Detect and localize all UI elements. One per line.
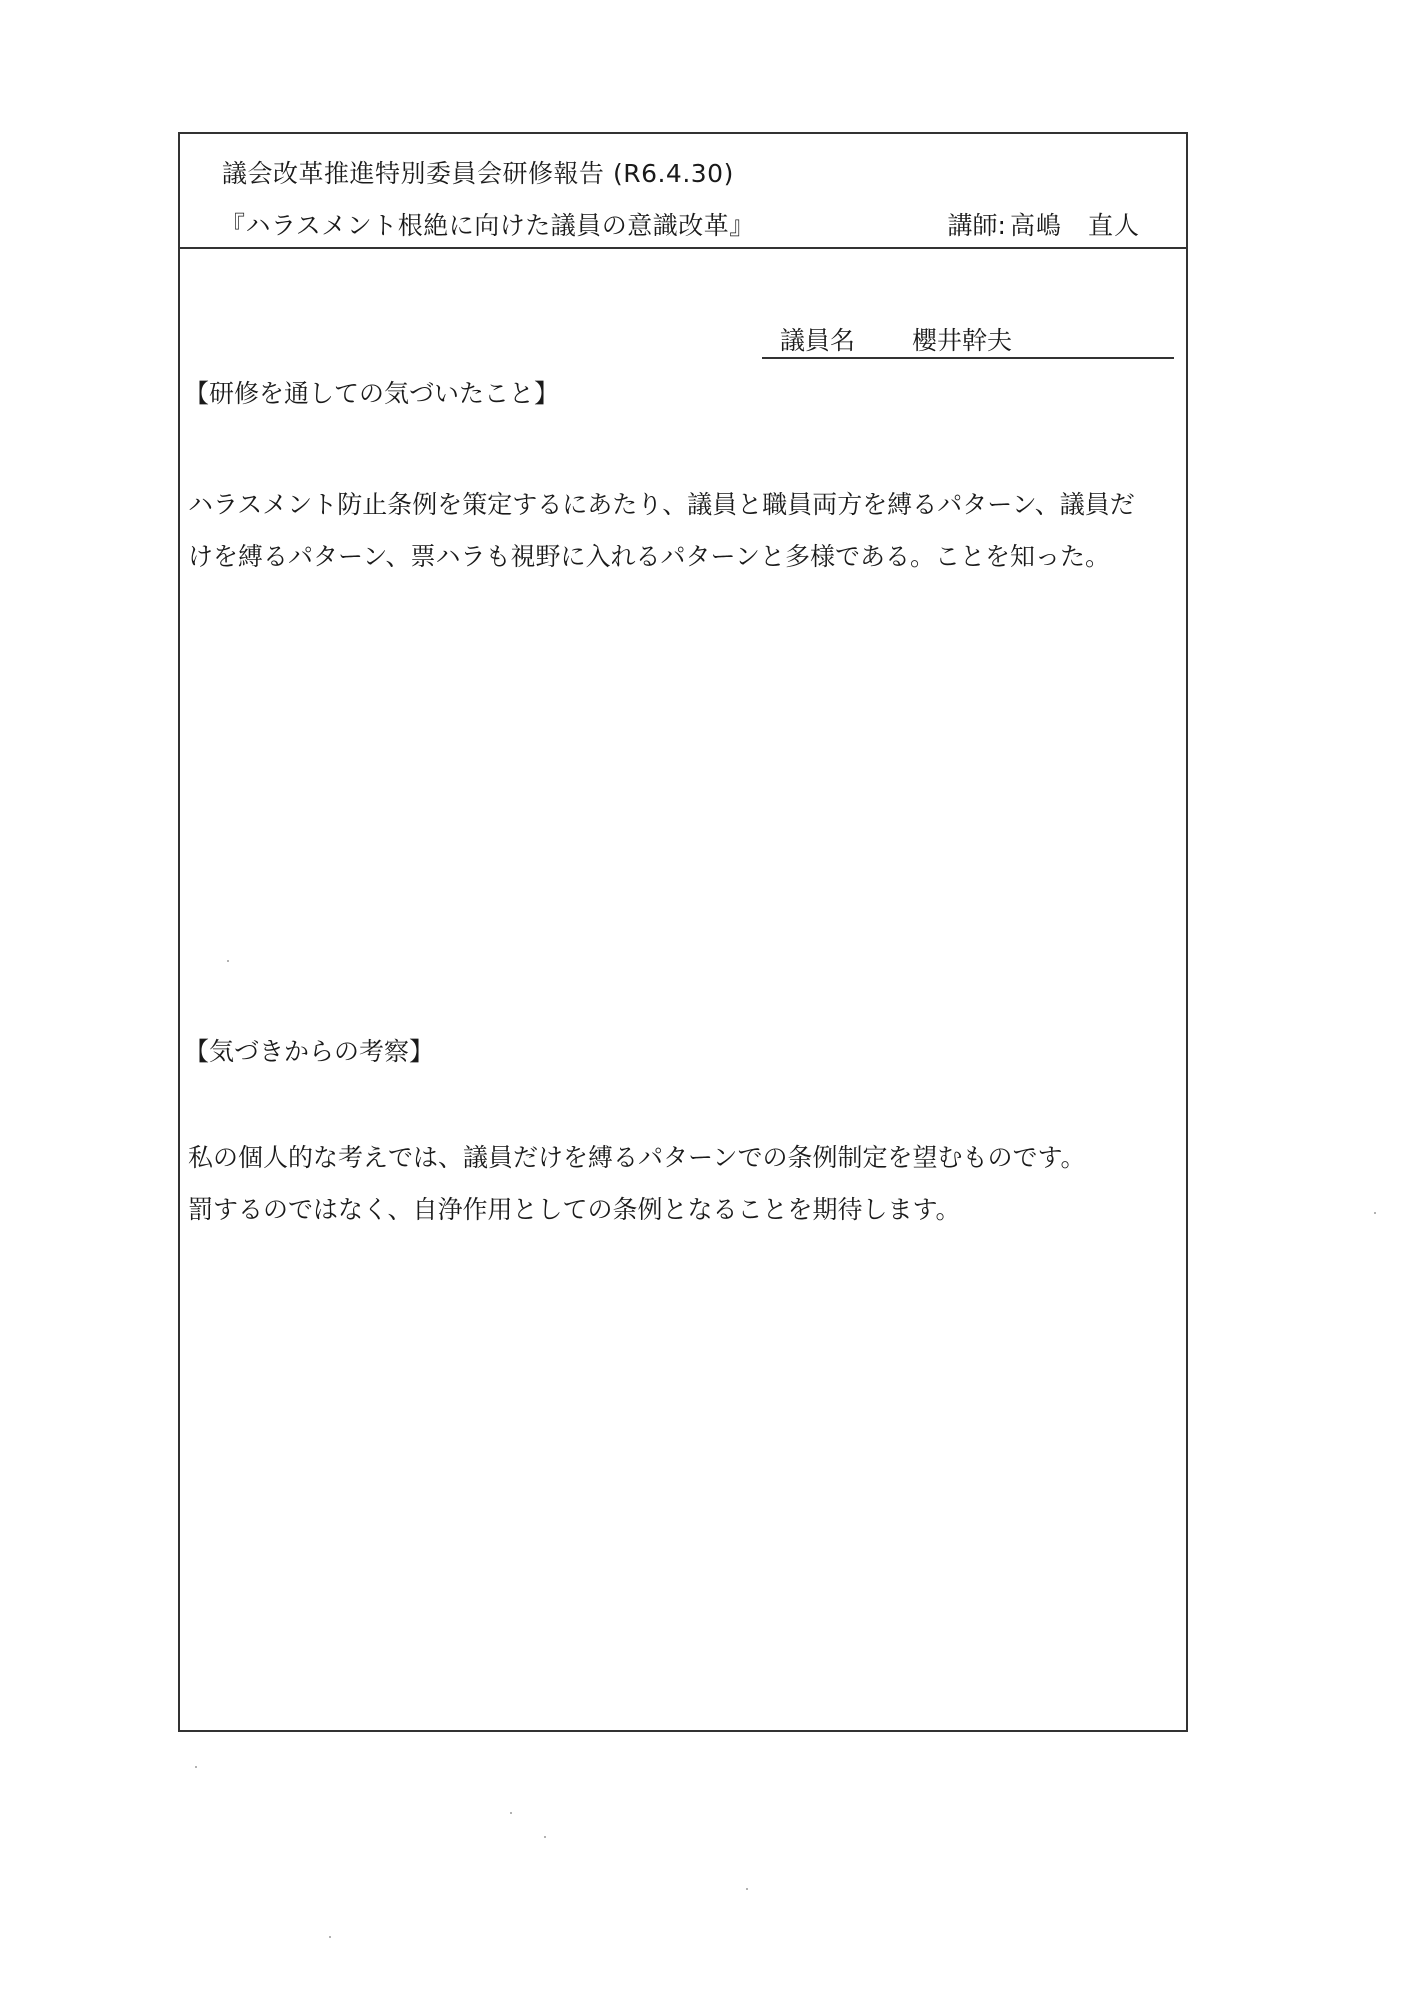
paragraph-line: 私の個人的な考えでは、議員だけを縛るパターンでの条例制定を望むものです。 [188, 1143, 1086, 1172]
section-body-consideration [188, 1132, 1178, 1236]
scan-speck [329, 1936, 331, 1938]
scan-speck [1374, 1212, 1376, 1214]
member-name-line [762, 321, 1174, 359]
paragraph-line: ハラスメント防止条例を策定するにあたり、議員と職員両方を縛るパターン、議員だ [188, 490, 1135, 519]
report-title: 議会改革推進特別委員会研修報告 (R6.4.30) [222, 159, 734, 188]
lecturer [948, 206, 1140, 242]
report-header [180, 134, 1186, 249]
scan-speck [510, 1812, 512, 1814]
lecturer-name: 高嶋 直人 [1009, 211, 1140, 240]
training-theme: 『ハラスメント根絶に向けた議員の意識改革』 [220, 211, 755, 240]
scan-speck [544, 1836, 546, 1838]
lecturer-label: 講師: [947, 211, 1006, 240]
paragraph-line: 罰するのではなく、自浄作用としての条例となることを期待します。 [188, 1195, 961, 1224]
scan-speck [746, 1888, 748, 1890]
scan-speck [227, 960, 229, 962]
section-heading-awareness: 【研修を通しての気づいたこと】 [184, 379, 560, 408]
report-frame [178, 132, 1188, 1732]
member-name: 櫻井幹夫 [912, 326, 1013, 355]
paragraph-line: けを縛るパターン、票ハラも視野に入れるパターンと多様である。ことを知った。 [188, 542, 1111, 571]
section-heading-consideration: 【気づきからの考察】 [184, 1037, 435, 1066]
member-label: 議員名 [780, 326, 856, 355]
scan-speck [195, 1766, 197, 1768]
section-body-awareness [188, 479, 1178, 583]
